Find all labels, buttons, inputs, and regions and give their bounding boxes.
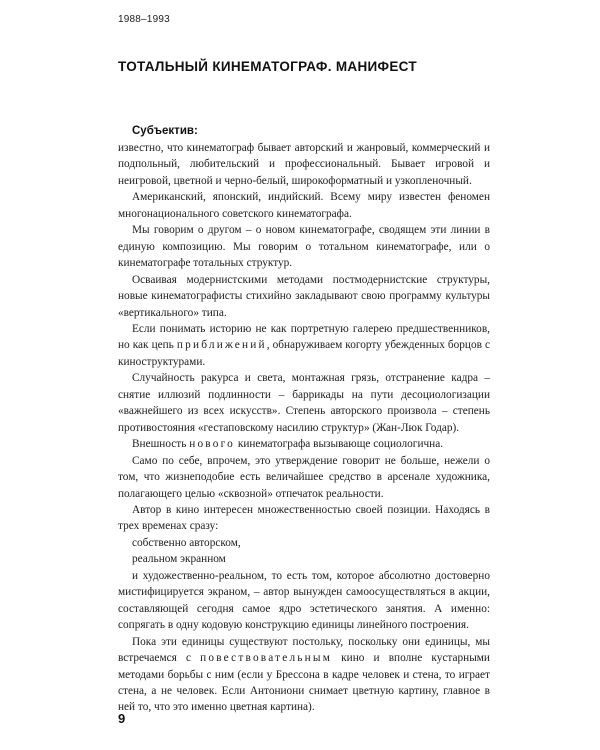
text-run: Пока эти единицы существуют постольку, поскольку они единицы, мы встречаемся с: [118, 635, 490, 665]
text-run: кино и вполне кустарными методами борьбы с ним (если у Брессона в кадре человек и стена, то играет стена, а не человек. Если Антониони снимает цветную картину, главное в ней то, что это именно цветная картина).: [118, 652, 490, 714]
paragraph: Американский, японский, индийский. Всему миру известен феномен многонационального советского кинематографа.: [118, 191, 490, 220]
page-number: 9: [118, 711, 126, 726]
spaced-emphasis: повествовательным: [200, 652, 333, 665]
paragraph: и художественно-реальном, то есть том, которое абсолютно достоверно мистифицируется экраном, – автор вынужден самоосуществляться в акции, составляющей сегодня самое ядро эстетического занятия. А именно: сопрягать в одну кодовую конструкцию единицы линейного построения.: [118, 569, 490, 632]
paragraph: Само по себе, впрочем, это утверждение говорит не больше, нежели о том, что жизнеподобие есть величайшее средство в арсенале художника, полагающего целью «сквозной» отпечаток реальности.: [118, 454, 490, 500]
paragraph: Осваивая модернистскими методами постмодернистские структуры, новые кинематографисты стихийно закладывают свою программу культуры «вертикального» типа.: [118, 273, 490, 319]
spaced-emphasis: приближений: [176, 339, 267, 352]
list-line: реальном экранном: [132, 553, 226, 566]
section-subhead: Субъектив:: [132, 125, 198, 137]
paragraph: [118, 436, 490, 452]
page-title: ТОТАЛЬНЫЙ КИНЕМАТОГРАФ. МАНИФЕСТ: [118, 59, 417, 74]
paragraph: [118, 634, 490, 716]
running-head: 1988–1993: [118, 14, 170, 25]
list-line: собственно авторском,: [132, 536, 241, 549]
text-run: Если понимать историю не как портретную галерею предшественников, но как цепь: [118, 322, 490, 352]
paragraph: [118, 321, 490, 370]
text-run: Внешность: [132, 438, 190, 451]
paragraph: известно, что кинематограф бывает авторский и жанровый, коммерческий и подпольный, любительский и профессиональный. Бывает игровой и неигровой, цветной и черно-белый, широкоформатный и узкопленочный.: [118, 142, 490, 187]
paragraph: Мы говорим о другом – о новом кинематографе, сводящем эти линии в единую композицию. Мы говорим о тотальном кинематографе, или о кинематографе тотальных структур.: [118, 224, 490, 270]
text-run: , обнаруживаем когорту убежденных борцов с киноструктурами.: [118, 339, 490, 368]
spaced-emphasis: нового: [189, 438, 236, 451]
body-text: [118, 140, 490, 716]
paragraph: Автор в кино интересен множественностью своей позиции. Находясь в трех временах сразу:: [118, 503, 490, 533]
text-run: кинематографа вызывающе социологична.: [235, 438, 444, 451]
paragraph: Случайность ракурса и света, монтажная грязь, отстранение кадра – снятие иллюзий подлинности – баррикады на пути десоциологизации «важнейшего из всех искусств». Степень авторского произвола – степень противостояния «гестаповскому насилию структур» (Жан-Люк Годар).: [118, 372, 490, 434]
